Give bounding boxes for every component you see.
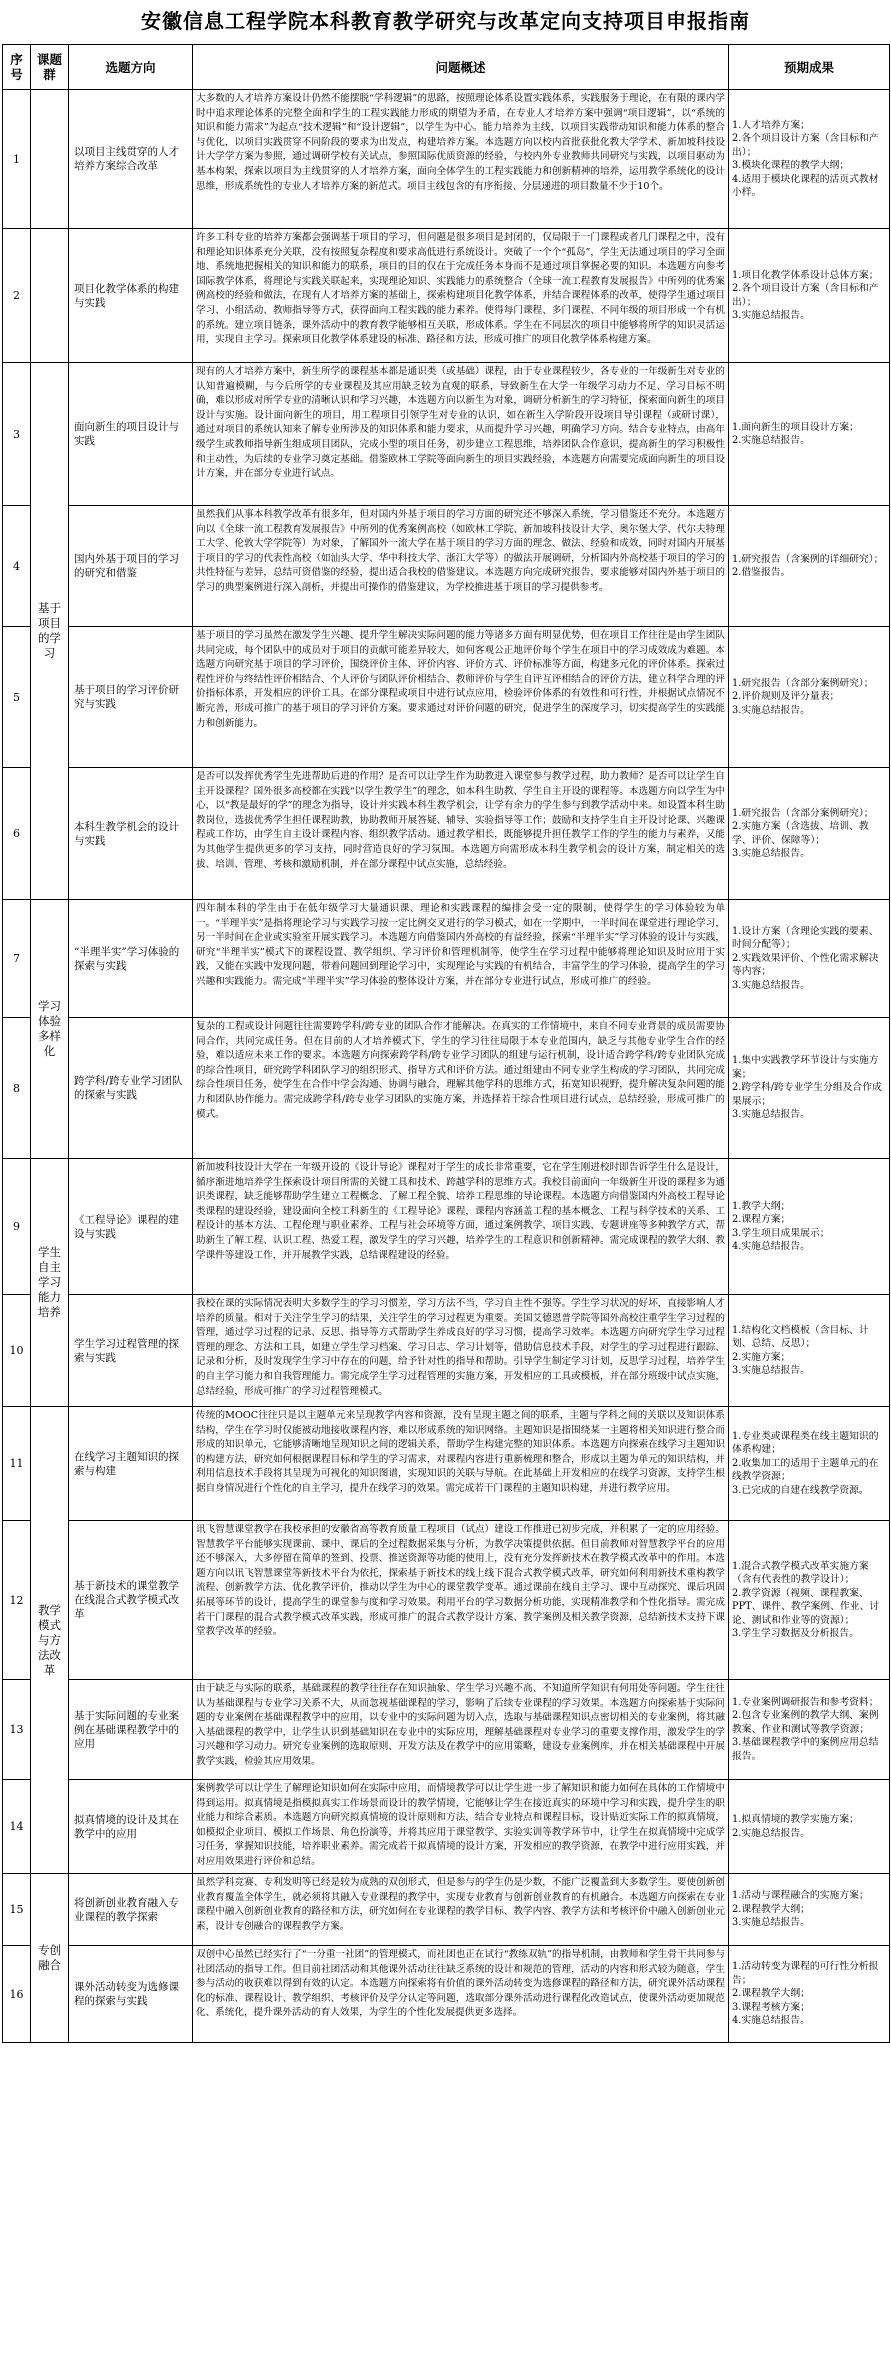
result-item: 1.集中实践教学环节设计与实施方案； <box>732 1055 879 1080</box>
problem-overview: 许多工科专业的培养方案都会强调基于项目的学习，但问题是很多项目是封闭的，仅局限于一门课程或者几门课程之中，没有和理论知识体系充分关联，没有按照复杂程度和要求高低进行系统设计。突破了一个个“孤岛”，学生无法通过项目的学习全面地、系统地把握相关的知识和能力的联系，项目的目的仅在于完成任务本身而不是通过项目掌握必要的知识。本选题方向参考国际教学体系，将理论与实践关联起来，实现理论知识、实践能力的系统整合（全球一流工程教育发展报告》中所列的优秀案例高校的经验和做法，在现有人才培养方案的基础上，探索构建项目化教学体系，并结合课程体系的改革，使得学生通过项目学习、小组活动、教师指导等方式，获得面向工程实践的能力素养。使得每门课程、多门课程、不同年级的项目形成一个有机的系统。建立项目链条，课外活动中的教育教学能够相互关联，形成体系。学生在不同层次的项目中能够将所学的知识灵活运用，实现自主学习。探索项目化教学体系建设的标准、路径和方法，形成可推广的项目化教学体系构建方案。 <box>193 229 729 363</box>
result-item: 1.研究报告（含案例的详细研究）； <box>732 553 884 565</box>
table-row <box>3 1680 890 1780</box>
result-item: 4.适用于模块化课程的活页式教材小样。 <box>732 173 879 198</box>
table-row <box>3 1407 890 1521</box>
result-item: 2.各个项目设计方案（含目标和产出）； <box>732 283 879 308</box>
header-num: 序号 <box>3 45 31 90</box>
table-row <box>3 90 890 229</box>
expected-results <box>729 1680 890 1780</box>
result-item: 2.实施总结报告。 <box>732 435 810 446</box>
result-item: 3.实施总结报告。 <box>732 1917 810 1929</box>
result-item: 2.收集加工的适用于主题单元的在线教学资源； <box>732 1457 879 1483</box>
problem-overview: 虽然学科竞赛、专利发明等已经是较为成熟的双创形式，但是参与的学生仍是少数，不能广泛覆盖到大多数学生。要使创新创业教育覆盖全体学生，就必须将其融入专业课程的教学中，实现专业教育与创新创业教育的有机融合。本选题方向探索在专业课程中融入创新创业教育的路径和方法，研究如何在专业课程的教学目标、教学内容、教学方法和考核评价中融入创新创业元素，设计专创融合的课程教学方案。 <box>193 1874 729 1946</box>
header-group: 课题群 <box>31 45 69 90</box>
topic-group: 教学模式与方法改革 <box>31 1407 69 1874</box>
result-item: 1.设计方案（含理论实践的要素、时间分配等）； <box>732 925 879 951</box>
result-item: 1.研究报告（含部分案例研究）； <box>732 677 874 689</box>
header-overview: 问题概述 <box>193 45 729 90</box>
problem-overview: 四年制本科的学生由于在低年级学习大量通识课、理论和实践课程的编排会受一定的限制，使得学生的学习体验较为单一。“半理半实”是指将理论学习与实践学习按一定比例交叉进行的学习模式，如在一学期中，一半时间在课堂进行理论学习，另一半时间在企业或实验室开展实践学习。本选题方向借鉴国内外高校的有益经验，探索“半理半实”学习体验的设计与实践，研究“半理半实”模式下的课程设置、教学组织、学习评价和管理机制等，使学生在学习过程中能够将理论知识及时应用于实践，又能在实践中发现问题，带着问题回到理论学习中，实现理论与实践的有机结合，丰富学生的学习体验，提高学生的学习兴趣和实践能力。需完成“半理半实”学习体验的整体设计方案，并在部分专业进行试点，形成可推广的经验。 <box>193 900 729 1018</box>
topic-direction: 基于项目的学习评价研究与实践 <box>69 627 193 768</box>
result-item: 2.实施方案（含选拔、培训、教学、评价、保障等）； <box>732 821 869 846</box>
table-row <box>3 900 890 1018</box>
result-item: 1.拟真情境的教学实施方案； <box>732 1814 859 1825</box>
row-number: 13 <box>3 1680 31 1780</box>
topic-direction: 国内外基于项目的学习的研究和借鉴 <box>69 506 193 627</box>
problem-overview: 基于项目的学习虽然在激发学生兴趣、提升学生解决实际问题的能力等诸多方面有明显优势，但在项目工作往往是由学生团队共同完成，每个团队中的成员对于项目的贡献可能差异较大，如何客观公正地评价每个学生在项目中的学习成效成为难题。本选题方向研究基于项目的学习评价，围绕评价主体、评价内容、评价方式、评价标准等方面，构建多元化的评价体系。探索过程性评价与终结性评价相结合、个人评价与团队评价相结合、教师评价与学生自评互评相结合的评价方法，建立科学合理的评价指标体系，开发相应的评价工具。在部分课程或项目中进行试点应用，检验评价体系的有效性和可行性，并根据试点情况不断完善，形成可推广的基于项目的学习评价方案。要求通过对评价问题的研究，促进学生的深度学习，切实提高学生的实践能力和创新能力。 <box>193 627 729 768</box>
expected-results <box>729 506 890 627</box>
guide-table <box>2 44 890 2043</box>
table-row <box>3 1159 890 1295</box>
result-item: 3.已完成的自建在线教学资源。 <box>732 1484 869 1496</box>
page-title: 安徽信息工程学院本科教育教学研究与改革定向支持项目申报指南 <box>141 9 750 33</box>
result-item: 1.研究报告（含部分案例研究）； <box>732 807 874 819</box>
expected-results <box>729 1946 890 2043</box>
expected-results <box>729 900 890 1018</box>
topic-direction: 学生学习过程管理的探索与实践 <box>69 1295 193 1407</box>
result-item: 3.实施总结报告。 <box>732 1109 810 1121</box>
topic-group: 学习体验多样化 <box>31 900 69 1159</box>
row-number: 6 <box>3 768 31 900</box>
topic-direction: 面向新生的项目设计与实践 <box>69 363 193 506</box>
problem-overview: 案例教学可以让学生了解理论知识如何在实际中应用，而情境教学可以让学生进一步了解知识和能力如何在具体的工作情境中得到运用。拟真情境是指模拟真实工作场景而设计的教学情境，它能够让学生在接近真实的环境中学习和实践，提升学生的职业能力和综合素质。本选题方向研究拟真情境的设计原则和方法，结合专业特点和课程目标，设计贴近实际工作的拟真情境，如模拟企业项目、模拟工作场景、角色扮演等，并将其应用于课堂教学、实验实训等教学环节中，让学生在拟真情境中完成学习任务，掌握知识技能，培养职业素养。需完成若干拟真情境的设计方案，开发相应的教学资源，在教学中进行应用实践，并对应用效果进行评价和总结。 <box>193 1780 729 1874</box>
topic-group: 基于项目的学习 <box>31 363 69 900</box>
result-item: 2.实践效果评价、个性化需求解决等内容； <box>732 952 879 978</box>
topic-direction: 本科生教学机会的设计与实践 <box>69 768 193 900</box>
problem-overview: 新加坡科技设计大学在一年级开设的《设计导论》课程对于学生的成长非常重要，它在学生刚进校时即告诉学生什么是设计，循序渐进地培养学生探索设计项目所需的关键工具和技术、跨越学科的思维方式。我校目前面向一年级新生开设的课程多为通识类课程，缺乏能够帮助学生建立工程概念、了解工程全貌、培养工程思维的导论课程。本选题方向借鉴国内外高校工程导论类课程的建设经验，建设面向全校工科新生的《工程导论》课程，课程内容涵盖工程的基本概念、工程与科学技术的关系、工程设计的基本方法、工程伦理与职业素养、工程与社会环境等方面，通过案例教学、项目实践、专题讲座等多种教学方式，帮助新生了解工程、认识工程、热爱工程，激发学生的学习兴趣，培养学生的工程意识和创新精神。需完成课程的教学大纲、教学课件等建设工作，并开展教学实践，总结课程建设的经验。 <box>193 1159 729 1295</box>
topic-group-empty <box>31 90 69 229</box>
topic-direction: 基于实际问题的专业案例在基础课程教学中的应用 <box>69 1680 193 1780</box>
row-number: 10 <box>3 1295 31 1407</box>
table-row <box>3 768 890 900</box>
result-item: 1.结构化文档模板（含目标、计划、总结、反思）； <box>732 1324 869 1349</box>
row-number: 16 <box>3 1946 31 2043</box>
result-item: 1.人才培养方案； <box>732 119 810 131</box>
expected-results <box>729 627 890 768</box>
expected-results <box>729 363 890 506</box>
result-item: 2.课程方案； <box>732 1214 791 1225</box>
row-number: 5 <box>3 627 31 768</box>
topic-direction: 基于新技术的课堂教学在线混合式教学模式改革 <box>69 1521 193 1680</box>
row-number: 2 <box>3 229 31 363</box>
problem-overview: 讯飞智慧课堂教学在我校承担的安徽省高等教育质量工程项目（试点）建设工作推进已初步完成，并积累了一定的应用经验。智慧教学平台能够实现课前、课中、课后的全过程数据采集与分析，为教学决策提供依据。但目前教师对智慧教学平台的应用还不够深入，大多停留在简单的签到、投票、推送资源等功能的使用上，没有充分发挥新技术在教学模式改革中的作用。本选题方向以讯飞智慧课堂等新技术平台为依托，探索基于新技术的线上线下混合式教学模式改革，研究如何利用新技术重构教学流程、创新教学方法、优化教学评价，推动以学生为中心的课堂教学变革。通过课前在线自主学习、课中互动探究、课后巩固拓展等环节的设计，提高学生的课堂参与度和学习效果。利用平台的学习数据分析功能，实现精准教学和个性化指导。需完成若干门课程的混合式教学模式改革实践，形成可推广的混合式教学设计方案、教学案例及相关教学资源，总结新技术支持下课堂教学改革的经验。 <box>193 1521 729 1680</box>
row-number: 11 <box>3 1407 31 1521</box>
row-number: 8 <box>3 1018 31 1159</box>
problem-overview: 虽然我们从事本科教学改革有很多年，但对国内外基于项目的学习方面的研究还不够深入系统，学习借鉴还不充分。本选题方向以《全球一流工程教育发展报告》中所列的优秀案例高校（如欧林工学院、新加坡科技设计大学、奥尔堡大学、代尔夫特理工大学、伦敦大学学院等）为对象，了解国外一流大学在基于项目的学习方面的理念、做法、经验和成效，同时对国内开展基于项目的学习的代表性高校（如汕头大学、华中科技大学、浙江大学等）的做法开展调研，分析国内外高校基于项目的学习的共性特征与差异，总结可资借鉴的经验，提出适合我校的借鉴建议。本选题方向完成研究报告，要求能够对国内外基于项目的学习的典型案例进行深入剖析，并提出可操作的借鉴建议，为学校推进基于项目的学习提供参考。 <box>193 506 729 627</box>
result-item: 3.实施总结报告。 <box>732 1365 810 1376</box>
result-item: 1.专业类或课程类在线主题知识的体系构建； <box>732 1430 879 1456</box>
row-number: 15 <box>3 1874 31 1946</box>
topic-direction: 《工程导论》课程的建设与实践 <box>69 1159 193 1295</box>
result-item: 4.实施总结报告。 <box>732 2015 810 2027</box>
table-row <box>3 363 890 506</box>
expected-results <box>729 1159 890 1295</box>
result-item: 1.混合式教学模式改革实施方案（含有代表性的教学设计）； <box>732 1560 869 1585</box>
result-item: 3.基础课程教学中的案例应用总结报告。 <box>732 1737 879 1762</box>
result-item: 1.专业案例调研报告和参考资料； <box>732 1696 879 1708</box>
expected-results <box>729 1407 890 1521</box>
table-row <box>3 506 890 627</box>
expected-results <box>729 90 890 229</box>
row-number: 1 <box>3 90 31 229</box>
table-body <box>3 90 890 2043</box>
expected-results <box>729 1780 890 1874</box>
problem-overview: 是否可以发挥优秀学生先进帮助后进的作用？是否可以让学生作为助教进入课堂参与教学过程，助力教师？是否可以让学生自主开设课程？国外很多高校都在实践“以学生教学生”的理念，如本科生助教、学生自主开设的课程等。本选题方向以学生为中心，以“教是最好的学”的理念为指导，设计并实践本科生教学机会，让学有余力的学生参与到教学活动中来。如设置本科生助教岗位，选拔优秀学生担任课程助教，协助教师开展答疑、辅导、实验指导等工作；鼓励和支持学生自主开设讨论课、兴趣课程或工作坊，由学生自主设计课程内容、组织教学活动。通过教学相长，既能够提升担任教学工作的学生的能力与素养，又能为其他学生提供更多的学习支持，同时营造良好的学习氛围。本选题方向需形成本科生教学机会的设计方案，制定相关的选拔、培训、管理、考核和激励机制，并在部分课程中试点实施，总结经验。 <box>193 768 729 900</box>
expected-results <box>729 1018 890 1159</box>
expected-results <box>729 768 890 900</box>
table-header-row <box>3 45 890 90</box>
result-item: 3.实施总结报告。 <box>732 979 810 991</box>
row-number: 7 <box>3 900 31 1018</box>
topic-direction: “半理半实”学习体验的探索与实践 <box>69 900 193 1018</box>
result-item: 3.实施总结报告。 <box>732 310 810 321</box>
row-number: 12 <box>3 1521 31 1680</box>
topic-direction: 跨学科/跨专业学习团队的探索与实践 <box>69 1018 193 1159</box>
problem-overview: 复杂的工程或设计问题往往需要跨学科/跨专业的团队合作才能解决。在真实的工作情境中，来自不同专业背景的成员需要协同合作，共同完成任务。但在目前的人才培养模式下，学生的学习往往局限于本专业范围内，缺乏与其他专业学生合作的经验，难以适应未来工作的要求。本选题方向探索跨学科/跨专业学习团队的组建与运行机制，设计适合跨学科/跨专业团队完成的综合性项目，研究跨学科团队学习的组织形式、指导方式和评价方法。通过组建由不同专业学生构成的学习团队，共同完成综合性项目任务，使学生在合作中学会沟通、协调与融合，理解其他学科的思维方式，拓宽知识视野，提升解决复杂问题的能力和团队协作能力。需完成跨学科/跨专业学习团队的实施方案，并选择若干综合性项目进行试点，总结经验，形成可推广的模式。 <box>193 1018 729 1159</box>
result-item: 1.面向新生的项目设计方案； <box>732 421 859 433</box>
result-item: 1.教学大纲； <box>732 1200 791 1212</box>
table-row <box>3 1780 890 1874</box>
expected-results <box>729 229 890 363</box>
result-item: 2.包含专业案例的教学大纲、案例教案、作业和测试等教学资源； <box>732 1710 879 1735</box>
row-number: 14 <box>3 1780 31 1874</box>
topic-direction: 课外活动转变为选修课程的探索与实践 <box>69 1946 193 2043</box>
result-item: 3.实施总结报告。 <box>732 848 810 859</box>
result-item: 3.学生学习数据及分析报告。 <box>732 1628 859 1639</box>
topic-group: 学生自主学习能力培养 <box>31 1159 69 1407</box>
topic-group-empty <box>31 229 69 363</box>
problem-overview: 双创中心虽然已经实行了“一分重一社团”的管理模式，而社团也正在试行“教练双轨”的指导机制，由教师和学生骨干共同参与社团活动的指导工作。但目前社团活动和其他课外活动往往缺乏系统的设计和规范的管理，活动的内容和形式较为随意，学生参与活动的收获难以得到有效的认定。本选题方向探索将有价值的课外活动转变为选修课程的路径和方法，研究课外活动课程化的标准、课程设计、教学组织、考核评价及学分认定等问题，选取部分课外活动进行课程化改造试点，使课外活动更加规范化、系统化，提升课外活动的育人效果，为学生的个性化发展提供更多选择。 <box>193 1946 729 2043</box>
topic-direction: 将创新创业教育融入专业课程的教学探索 <box>69 1874 193 1946</box>
result-item: 2.课程教学大纲； <box>732 1988 810 2000</box>
problem-overview: 传统的MOOC往往只是以主题单元来呈现教学内容和资源，没有呈现主题之间的联系，主题与学科之间的关联以及知识体系结构，学生在学习时仅能被动地接收课程内容，难以形成系统的知识网络。主题知识是指围绕某一主题将相关知识进行整合而形成的知识单元，它能够清晰地呈现知识之间的逻辑关系，帮助学生构建完整的知识体系。本选题方向探索在线学习主题知识的构建方法，研究如何根据课程目标和学生的学习需求，对课程内容进行重新梳理和整合，形成以主题为单元的知识结构，并利用信息技术手段将其呈现为可视化的知识图谱，实现知识的关联与导航。在此基础上开发相应的在线学习资源，支持学生根据自身情况进行个性化的自主学习，提升在线学习的效果。需完成若干门课程的主题知识构建，并进行教学应用。 <box>193 1407 729 1521</box>
row-number: 9 <box>3 1159 31 1295</box>
result-item: 2.借鉴报告。 <box>732 567 791 578</box>
table-row <box>3 1521 890 1680</box>
problem-overview: 由于缺乏与实际的联系，基础课程的教学往往存在知识抽象、学生学习兴趣不高、不知道所学知识有何用处等问题。学生往往认为基础课程与专业学习关系不大，从而忽视基础课程的学习，影响了后续专业课程的学习效果。本选题方向探索基于实际问题的专业案例在基础课程教学中的应用，以专业中的实际问题为切入点，选取与基础课程知识点密切相关的专业案例，将其融入基础课程的教学中，让学生认识到基础知识在专业中的实际应用，理解基础课程对专业学习的重要支撑作用，激发学生的学习兴趣和学习动力。研究专业案例的选取原则、开发方法及在教学中的应用策略，建设专业案例库，并在相关基础课程中开展教学实践，检验其应用效果。 <box>193 1680 729 1780</box>
result-item: 3.实施总结报告。 <box>732 704 810 716</box>
row-number: 3 <box>3 363 31 506</box>
table-row <box>3 1295 890 1407</box>
result-item: 2.跨学科/跨专业学生分组及合作成果展示； <box>732 1082 882 1107</box>
expected-results <box>729 1295 890 1407</box>
result-item: 2.课程教学大纲； <box>732 1903 810 1915</box>
table-row <box>3 1018 890 1159</box>
topic-direction: 以项目主线贯穿的人才培养方案综合改革 <box>69 90 193 229</box>
topic-direction: 在线学习主题知识的探索与构建 <box>69 1407 193 1521</box>
result-item: 4.实施总结报告。 <box>732 1241 810 1252</box>
result-item: 3.模块化课程的教学大纲； <box>732 160 850 171</box>
topic-direction: 项目化教学体系的构建与实践 <box>69 229 193 363</box>
expected-results <box>729 1874 890 1946</box>
result-item: 2.教学资源（视频、课程教案、PPT、课件、教学案例、作业、讨论、测试和作业等的资源）； <box>732 1587 880 1626</box>
header-direction: 选题方向 <box>69 45 193 90</box>
row-number: 4 <box>3 506 31 627</box>
result-item: 3.课程考核方案； <box>732 2001 810 2013</box>
table-row <box>3 1946 890 2043</box>
result-item: 1.活动转变为课程的可行性分析报告； <box>732 1961 879 1986</box>
topic-group: 专创融合 <box>31 1874 69 2043</box>
problem-overview: 我校在课的实际情况表明大多数学生的学习习惯差，学习方法不当，学习自主性不强等。学生学习状况的好坏，直接影响人才培养的质量。相对于关注学生学习的结果，关注学生的学习过程更为重要。美国艾德恩普学院等国外高校注重学生学习过程的管理，通过学习过程的记录、反思、指导等方式帮助学生养成良好的学习习惯，提高学习效率。本选题方向研究学生学习过程管理的理念、方法和工具，如建立学生学习档案、学习日志、学习计划等，借助信息技术手段，对学生的学习过程进行跟踪、记录和分析，及时发现学生学习中存在的问题，给予针对性的指导和帮助。引导学生制定学习计划，反思学习过程，培养学生的自主学习能力和自我管理能力。需完成学生学习过程管理的实施方案，开发相应的工具或模板，并在部分班级中试点实施，总结经验，形成可推广的学习过程管理模式。 <box>193 1295 729 1407</box>
result-item: 1.活动与课程融合的实施方案； <box>732 1890 869 1902</box>
expected-results <box>729 1521 890 1680</box>
result-item: 3.学生项目成果展示； <box>732 1227 830 1239</box>
problem-overview: 现有的人才培养方案中，新生所学的课程基本都是通识类（或基础）课程，由于专业课程较少，各专业的一年级新生对专业的认知普遍模糊，与今后所学的专业课程及其应用缺乏较为直观的联系，导致新生在大学一年级学习动力不足、学习目标不明确，难以形成对所学专业的清晰认识和学习兴趣，本选题方向以新生为对象，调研分析新生的学习特征，探索面向新生的项目设计与实施。设计面向新生的项目，用工程项目引领学生对专业的认识，如在新生入学阶段开设项目导引课程（或研讨课），通过对项目的系统认知来了解专业所涉及的知识体系和能力要求，从而提升学习兴趣，明确学习方向。结合专业特点，由高年级学生或教师指导新生组成项目团队，完成小型的项目任务，初步建立工程思维，培养团队合作意识，提高新生的学习积极性和主动性，为后续的专业学习奠定基础。借鉴欧林工学院等面向新生的项目实践经验，本选题方向需要完成面向新生的项目设计方案，并在部分专业进行试点。 <box>193 363 729 506</box>
table-row <box>3 229 890 363</box>
result-item: 2.实施方案； <box>732 1351 791 1363</box>
header-results: 预期成果 <box>729 45 890 90</box>
result-item: 2.评价规则及评分量表； <box>732 691 840 703</box>
problem-overview: 大多数的人才培养方案设计仍然不能摆脱“学科逻辑”的思路，按照理论体系设置实践体系，实践服务于理论，在有限的课内学时中追求理论体系的完整全面和学生的工程实践能力形成的期望为矛盾，在专业人才培养方案中强调“项目逻辑”，以“系统的知识和能力需求”为起点“技术逻辑”和“设计逻辑”，以学生为中心。能力培养为主线，以项目实践带动知识和能力体系的整合与优化，以项目实践贯穿不同阶段的要求为出发点，构建培养方案。本选题方向以校内首批获批化教大学学术、新加坡科技设计大学学方案为参照，通过调研学校有关试点，参照国际优质资源的经验，与校内外专业教师共同研究与实践，以项目驱动为基本构架，探索以项目为主线贯穿的人才培养方案，面向全体学生的工程实践能力和创新精神的培养，运用教学系统化的设计思维，形成系统性的专业人才培养方案的新范式。项目主线包含的有序衔接、分层递进的项目数量不少于10个。 <box>193 90 729 229</box>
result-item: 2.各个项目设计方案（含目标和产出）； <box>732 133 879 158</box>
result-item: 2.实施总结报告。 <box>732 1827 810 1839</box>
result-item: 1.项目化教学体系设计总体方案； <box>732 269 879 281</box>
table-row <box>3 1874 890 1946</box>
table-row <box>3 627 890 768</box>
topic-direction: 拟真情境的设计及其在教学中的应用 <box>69 1780 193 1874</box>
